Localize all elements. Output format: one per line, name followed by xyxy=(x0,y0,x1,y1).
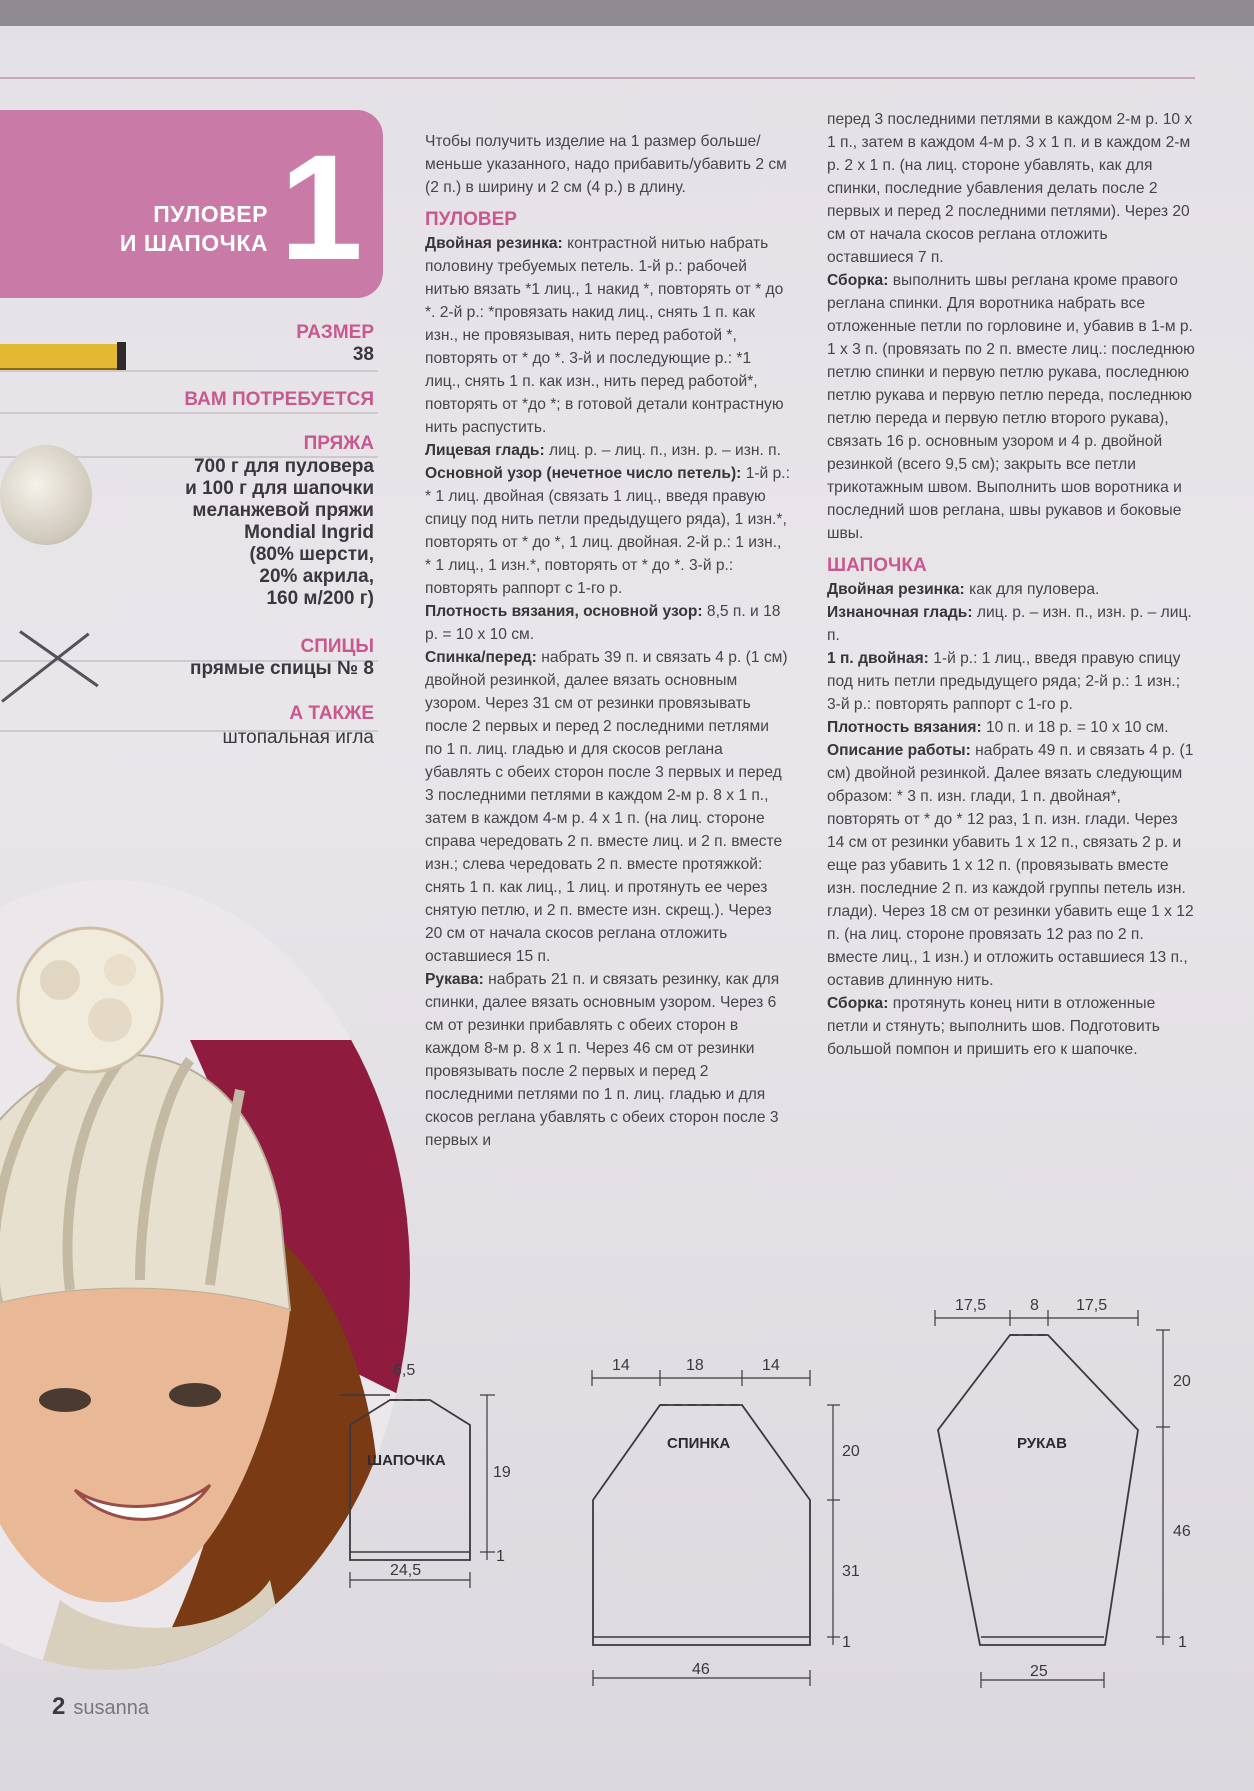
magazine-brand: susanna xyxy=(73,1697,149,1719)
instruction-term: Двойная резинка: xyxy=(827,581,965,598)
page-top-edge xyxy=(0,0,1254,26)
instruction-text: набрать 49 п. и связать 4 р. (1 см) двойной резинкой. Далее вязать следующим образом: * 3 п. изн. глади, 1 п. двойная*, повторять от * до * 12 раз, 1 п. изн. глади. Через 14 см от резинки убавить 1 x 12 п., связать 2 р. и еще раз убавить 1 x 12 п. (провязывать вместе изн. последние 2 п. из каждой группы петель изн. глади). Через 18 см от резинки убавить еще 1 x 12 п. (на лиц. стороне провязать 12 раз по 2 п. вместе лиц., 1 изн.) и отложить оставшиеся 13 п., оставив длинную нить. xyxy=(827,742,1194,989)
instruction-text: лиц. р. – изн. п., изн. р. – лиц. п. xyxy=(827,604,1192,644)
instruction-term: Сборка: xyxy=(827,995,889,1012)
instruction-paragraph xyxy=(827,992,1197,1061)
sleeve-rib-label: 1 xyxy=(1178,1634,1187,1651)
instruction-paragraph xyxy=(425,646,790,968)
text-column-2 xyxy=(827,108,1197,1061)
instruction-text: 1-й р.: 1 лиц., введя правую спицу под нить петли предыдущего ряда; 2-й р.: 1 изн.; 3-й р.: повторять раппорт с 1-го р. xyxy=(827,650,1181,713)
yarn-line: 700 г для пуловера xyxy=(193,456,374,477)
instruction-paragraph xyxy=(827,108,1197,269)
pattern-number: 1 xyxy=(279,123,363,291)
sleeve-body-label: 46 xyxy=(1173,1523,1191,1540)
instruction-term: Спинка/перед: xyxy=(425,649,537,666)
back-raglan-label: 20 xyxy=(842,1443,860,1460)
instruction-term: Основной узор (нечетное число петель): xyxy=(425,465,742,482)
section-heading: ШАПОЧКА xyxy=(827,555,927,576)
instruction-text: набрать 21 п. и связать резинку, как для спинки, далее вязать основным узором. Через 6 см от резинки прибавлять с обеих сторон в каждом 8-м р. 8 x 1 п. Через 46 см от резинки провязывать после 2 первых и перед 2 последними петлями по 1 п. лиц. гладью и для скосов реглана убавлять с обеих сторон после 3 первых и xyxy=(425,971,780,1149)
instruction-term: Плотность вязания: xyxy=(827,719,982,736)
sleeve-top-right-label: 17,5 xyxy=(1076,1297,1108,1314)
size-value: 38 xyxy=(352,344,374,365)
hat-top-label: 6,5 xyxy=(393,1362,416,1379)
hat-title: ШАПОЧКА xyxy=(367,1452,446,1469)
sidebar-divider xyxy=(0,370,378,372)
instruction-paragraph xyxy=(827,601,1197,647)
instruction-paragraph xyxy=(425,130,790,199)
instruction-text: 10 п. и 18 р. = 10 x 10 см. xyxy=(981,719,1169,736)
instruction-text: перед 3 последними петлями в каждом 2-м р. 10 x 1 п., затем в каждом 4-м р. 3 x 1 п. и в каждом 2-м р. 2 x 1 п. (на лиц. стороне убавлять, как для спинки, последние убавления делать после 2 первых и перед 2 последними петлями). Через 20 см от начала скосов реглана отложить оставшиеся 7 п. xyxy=(827,111,1193,266)
title-line-1: ПУЛОВЕР xyxy=(153,201,268,227)
sleeve-top-left-label: 17,5 xyxy=(955,1297,987,1314)
section-heading: ПУЛОВЕР xyxy=(425,209,517,230)
instruction-paragraph xyxy=(827,647,1197,716)
instruction-paragraph xyxy=(425,232,790,439)
page-footer xyxy=(52,1693,149,1721)
instruction-term: 1 п. двойная: xyxy=(827,650,929,667)
text-column-1 xyxy=(425,130,790,1152)
yarn-line: 160 м/200 г) xyxy=(266,588,374,609)
yarn-line: и 100 г для шапочки xyxy=(185,478,374,499)
hat-rib-label: 1 xyxy=(496,1548,505,1565)
back-top-right-label: 14 xyxy=(762,1357,780,1374)
back-diagram xyxy=(592,1357,860,1686)
instruction-text: 8,5 п. и 18 р. = 10 x 10 см. xyxy=(425,603,781,643)
also-heading: А ТАКЖЕ xyxy=(289,703,374,724)
also-value: штопальная игла xyxy=(222,727,374,748)
sleeve-top-mid-label: 8 xyxy=(1030,1297,1039,1314)
instruction-paragraph xyxy=(425,462,790,600)
instruction-term: Лицевая гладь: xyxy=(425,442,545,459)
instruction-term: Изнаночная гладь: xyxy=(827,604,973,621)
back-top-left-label: 14 xyxy=(612,1357,630,1374)
need-heading: ВАМ ПОТРЕБУЕТСЯ xyxy=(184,389,374,410)
size-heading: РАЗМЕР xyxy=(296,322,374,343)
instruction-text: протянуть конец нити в отложенные петли и стянуть; выполнить шов. Подготовить большой помпон и пришить его к шапочке. xyxy=(827,995,1160,1058)
needles-heading: СПИЦЫ xyxy=(300,636,374,657)
back-width-label: 46 xyxy=(692,1661,710,1678)
yarn-line: меланжевой пряжи xyxy=(192,500,374,521)
measuring-tape-icon xyxy=(0,344,125,370)
title-box xyxy=(0,110,383,298)
yarn-heading: ПРЯЖА xyxy=(303,433,374,454)
instruction-text: Чтобы получить изделие на 1 размер больше/меньше указанного, надо прибавить/убавить 2 см (2 п.) в ширину и 2 см (4 р.) в длину. xyxy=(425,133,787,196)
instruction-paragraph xyxy=(425,600,790,646)
instruction-text: 1-й р.: * 1 лиц. двойная (связать 1 лиц., введя правую спицу под нить петли предыдущего ряда), 1 изн.*, повторять от * до *, 1 лиц. двойная. 2-й р.: 1 изн., * 1 лиц., 1 изн.*, повторять от * до *. 3-й р.: повторять раппорт с 1-го р. xyxy=(425,465,790,597)
knitting-needles-icon xyxy=(1,633,90,703)
header-rule xyxy=(0,77,1195,79)
hat-width-label: 24,5 xyxy=(390,1562,422,1579)
instruction-text: лиц. р. – лиц. п., изн. р. – изн. п. xyxy=(544,442,781,459)
back-body-label: 31 xyxy=(842,1563,860,1580)
instruction-term: Плотность вязания, основной узор: xyxy=(425,603,703,620)
instruction-term: Двойная резинка: xyxy=(425,235,563,252)
instruction-paragraph xyxy=(827,716,1197,739)
yarn-ball-icon xyxy=(0,445,92,545)
instruction-term: Рукава: xyxy=(425,971,484,988)
needles-value: прямые спицы № 8 xyxy=(190,658,374,679)
instruction-paragraph xyxy=(425,968,790,1152)
hat-height-label: 19 xyxy=(493,1464,511,1481)
back-rib-label: 1 xyxy=(842,1634,851,1651)
sleeve-raglan-label: 20 xyxy=(1173,1373,1191,1390)
tape-end xyxy=(117,342,126,370)
instruction-text: набрать 39 п. и связать 4 р. (1 см) двойной резинкой, далее вязать основным узором. Через 31 см от резинки провязывать после 2 первых и перед 2 последними петлями по 1 п. лиц. гладью и для скосов реглана убавлять с обеих сторон после 3 первых и перед 3 последними петлями в каждом 2-м р. 8 x 1 п., затем в каждом 4-м р. 4 x 1 п. (на лиц. стороне справа чередовать 2 п. вместе лиц. и 2 п. вместе изн.; слева чередовать 2 п. вместе протяжкой: снять 1 п. как лиц., 1 лиц. и протянуть ее через снятую петлю, и 2 п. вместе изн. скрещ.). Через 20 см от начала скосов реглана отложить оставшиеся 15 п. xyxy=(425,649,788,965)
sleeve-width-label: 25 xyxy=(1030,1663,1048,1680)
instruction-paragraph xyxy=(425,439,790,462)
instruction-term: Описание работы: xyxy=(827,742,971,759)
page-number: 2 xyxy=(52,1693,66,1720)
instruction-text: контрастной нитью набрать половину требуемых петель. 1-й р.: рабочей нитью вязать *1 лиц., 1 накид *, повторять от * до *. 2-й р.: *провязать накид лиц., снять 1 п. как изн., не провязывая, нить перед работой *, повторять от * до *. 3-й и последующие р.: *1 лиц., снять 1 п. как изн., нить перед работой*, повторять от *до *; в готовой детали контрастную нить распустить. xyxy=(425,235,784,436)
pattern-title xyxy=(120,200,268,258)
hat-diagram xyxy=(340,1362,511,1588)
instruction-paragraph xyxy=(827,739,1197,992)
sidebar-divider xyxy=(0,412,378,414)
yarn-line: (80% шерсти, xyxy=(249,544,374,565)
sleeve-diagram xyxy=(935,1297,1191,1688)
title-line-2: И ШАПОЧКА xyxy=(119,230,268,256)
instruction-text: как для пуловера. xyxy=(964,581,1100,598)
sleeve-title: РУКАВ xyxy=(1017,1435,1067,1452)
yarn-line: Mondial Ingrid xyxy=(244,522,374,543)
pattern-diagrams xyxy=(330,1290,1250,1700)
yarn-line: 20% акрила, xyxy=(259,566,374,587)
instruction-text: выполнить швы реглана кроме правого реглана спинки. Для воротника набрать все отложенные петли по горловине и, убавив в 1-м р. 1 x 3 п. (провязать по 2 п. вместе лиц.: последнюю петлю спинки и первую петлю рукава, последнюю петлю рукава и первую петлю переда, последнюю петлю переда и первую петлю второго рукава), связать 16 р. основным узором и 4 р. двойной резинкой (всего 9,5 см); закрыть все петли трикотажным швом. Выполнить шов воротника и последний шов реглана, швы рукавов и боковые швы. xyxy=(827,272,1195,542)
back-title: СПИНКА xyxy=(667,1435,731,1452)
instruction-paragraph xyxy=(827,269,1197,545)
back-top-mid-label: 18 xyxy=(686,1357,704,1374)
instruction-paragraph xyxy=(827,578,1197,601)
instruction-term: Сборка: xyxy=(827,272,889,289)
